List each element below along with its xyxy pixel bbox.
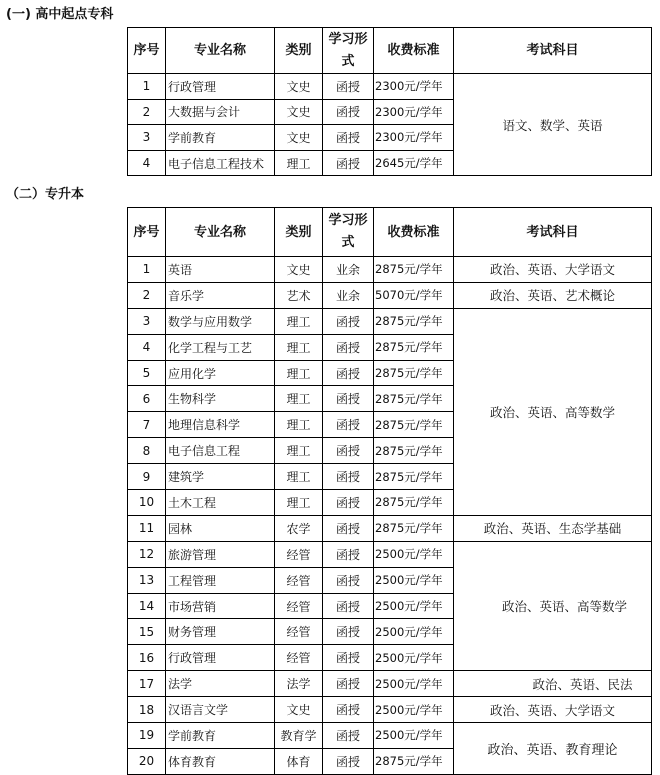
cell-no: 9: [128, 464, 166, 490]
cell-fee: 2875元/学年: [374, 334, 454, 360]
cell-category: 文史: [275, 125, 323, 151]
cell-major: 行政管理: [166, 74, 275, 100]
upgrade-majors-table: [127, 207, 652, 775]
header-exam: 考试科目: [454, 208, 652, 257]
cell-major: 学前教育: [166, 723, 275, 749]
cell-exam: 政治、英语、高等数学: [454, 308, 652, 515]
cell-no: 17: [128, 671, 166, 697]
cell-category: 经管: [275, 619, 323, 645]
cell-no: 18: [128, 697, 166, 723]
cell-major: 法学: [166, 671, 275, 697]
cell-fee: 2500元/学年: [374, 593, 454, 619]
cell-category: 艺术: [275, 282, 323, 308]
cell-category: 经管: [275, 567, 323, 593]
cell-exam: 政治、英语、教育理论: [454, 723, 652, 775]
cell-fee: 2500元/学年: [374, 723, 454, 749]
cell-fee: 2645元/学年: [374, 150, 454, 176]
cell-fee: 2300元/学年: [374, 99, 454, 125]
cell-study-form: 函授: [323, 541, 374, 567]
cell-major: 汉语言文学: [166, 697, 275, 723]
header-category: 类别: [275, 28, 323, 74]
cell-fee: 2875元/学年: [374, 308, 454, 334]
cell-exam: 政治、英语、生态学基础: [454, 515, 652, 541]
cell-study-form: 函授: [323, 386, 374, 412]
cell-category: 理工: [275, 150, 323, 176]
cell-exam: 政治、英语、艺术概论: [454, 282, 652, 308]
cell-no: 10: [128, 490, 166, 516]
cell-major: 英语: [166, 257, 275, 283]
cell-study-form: 函授: [323, 360, 374, 386]
cell-study-form: 函授: [323, 125, 374, 151]
cell-major: 音乐学: [166, 282, 275, 308]
table-row: [128, 697, 652, 723]
cell-study-form: 函授: [323, 150, 374, 176]
cell-fee: 2875元/学年: [374, 464, 454, 490]
cell-study-form: 函授: [323, 412, 374, 438]
cell-major: 地理信息科学: [166, 412, 275, 438]
cell-no: 15: [128, 619, 166, 645]
cell-category: 文史: [275, 99, 323, 125]
cell-study-form: 函授: [323, 567, 374, 593]
cell-major: 财务管理: [166, 619, 275, 645]
header-fee: 收费标准: [374, 28, 454, 74]
cell-study-form: 业余: [323, 282, 374, 308]
cell-no: 14: [128, 593, 166, 619]
cell-no: 19: [128, 723, 166, 749]
cell-fee: 2875元/学年: [374, 515, 454, 541]
cell-major: 市场营销: [166, 593, 275, 619]
cell-no: 4: [128, 150, 166, 176]
cell-fee: 2875元/学年: [374, 257, 454, 283]
cell-exam: 政治、英语、民法: [454, 671, 652, 697]
cell-study-form: 函授: [323, 748, 374, 774]
cell-major: 化学工程与工艺: [166, 334, 275, 360]
cell-major: 体育教育: [166, 748, 275, 774]
header-fee: 收费标准: [374, 208, 454, 257]
cell-category: 理工: [275, 412, 323, 438]
cell-no: 7: [128, 412, 166, 438]
cell-study-form: 函授: [323, 671, 374, 697]
cell-category: 文史: [275, 74, 323, 100]
cell-study-form: 函授: [323, 74, 374, 100]
cell-exam: 语文、数学、英语: [454, 74, 652, 176]
cell-fee: 2300元/学年: [374, 125, 454, 151]
cell-category: 文史: [275, 257, 323, 283]
header-exam: 考试科目: [454, 28, 652, 74]
cell-fee: 2500元/学年: [374, 697, 454, 723]
cell-study-form: 函授: [323, 334, 374, 360]
header-study-form: 学习形式: [323, 208, 374, 257]
cell-fee: 5070元/学年: [374, 282, 454, 308]
cell-study-form: 函授: [323, 697, 374, 723]
cell-category: 法学: [275, 671, 323, 697]
cell-fee: 2300元/学年: [374, 74, 454, 100]
cell-major: 土木工程: [166, 490, 275, 516]
cell-major: 建筑学: [166, 464, 275, 490]
cell-category: 理工: [275, 464, 323, 490]
cell-category: 理工: [275, 386, 323, 412]
cell-study-form: 函授: [323, 515, 374, 541]
cell-fee: 2500元/学年: [374, 619, 454, 645]
cell-fee: 2875元/学年: [374, 412, 454, 438]
cell-no: 11: [128, 515, 166, 541]
table-row: [128, 515, 652, 541]
cell-category: 理工: [275, 334, 323, 360]
cell-major: 应用化学: [166, 360, 275, 386]
cell-major: 生物科学: [166, 386, 275, 412]
cell-category: 体育: [275, 748, 323, 774]
cell-no: 20: [128, 748, 166, 774]
cell-exam: 政治、英语、高等数学: [454, 541, 652, 670]
cell-study-form: 函授: [323, 645, 374, 671]
header-no: 序号: [128, 28, 166, 74]
cell-fee: 2500元/学年: [374, 645, 454, 671]
header-category: 类别: [275, 208, 323, 257]
cell-category: 文史: [275, 697, 323, 723]
cell-major: 大数据与会计: [166, 99, 275, 125]
table-row: [128, 257, 652, 283]
cell-no: 3: [128, 308, 166, 334]
cell-major: 学前教育: [166, 125, 275, 151]
cell-no: 1: [128, 257, 166, 283]
cell-no: 8: [128, 438, 166, 464]
cell-category: 理工: [275, 490, 323, 516]
cell-category: 理工: [275, 438, 323, 464]
cell-no: 4: [128, 334, 166, 360]
college-majors-table: [127, 27, 652, 176]
cell-fee: 2875元/学年: [374, 360, 454, 386]
cell-major: 行政管理: [166, 645, 275, 671]
table-header-row: [128, 28, 652, 74]
cell-study-form: 函授: [323, 99, 374, 125]
cell-no: 2: [128, 282, 166, 308]
cell-major: 数学与应用数学: [166, 308, 275, 334]
cell-fee: 2500元/学年: [374, 541, 454, 567]
table-row: [128, 723, 652, 749]
cell-study-form: 函授: [323, 308, 374, 334]
cell-study-form: 函授: [323, 490, 374, 516]
cell-category: 经管: [275, 541, 323, 567]
cell-fee: 2500元/学年: [374, 567, 454, 593]
cell-no: 13: [128, 567, 166, 593]
table-row: [128, 74, 652, 100]
cell-study-form: 函授: [323, 619, 374, 645]
header-study-form: 学习形式: [323, 28, 374, 74]
cell-major: 旅游管理: [166, 541, 275, 567]
cell-study-form: 业余: [323, 257, 374, 283]
cell-study-form: 函授: [323, 438, 374, 464]
table-row: [128, 282, 652, 308]
header-major: 专业名称: [166, 28, 275, 74]
table-row: [128, 308, 652, 334]
cell-major: 电子信息工程技术: [166, 150, 275, 176]
header-major: 专业名称: [166, 208, 275, 257]
cell-fee: 2500元/学年: [374, 671, 454, 697]
cell-study-form: 函授: [323, 464, 374, 490]
section-title-college: (一) 高中起点专科: [6, 7, 114, 22]
cell-category: 理工: [275, 360, 323, 386]
cell-study-form: 函授: [323, 593, 374, 619]
cell-major: 电子信息工程: [166, 438, 275, 464]
cell-fee: 2875元/学年: [374, 748, 454, 774]
cell-no: 6: [128, 386, 166, 412]
cell-major: 工程管理: [166, 567, 275, 593]
cell-fee: 2875元/学年: [374, 438, 454, 464]
table-header-row: [128, 208, 652, 257]
cell-no: 12: [128, 541, 166, 567]
cell-fee: 2875元/学年: [374, 386, 454, 412]
cell-no: 1: [128, 74, 166, 100]
cell-category: 经管: [275, 645, 323, 671]
cell-exam: 政治、英语、大学语文: [454, 697, 652, 723]
cell-category: 教育学: [275, 723, 323, 749]
section-title-upgrade: （二）专升本: [6, 187, 85, 202]
cell-category: 经管: [275, 593, 323, 619]
table-row: [128, 671, 652, 697]
cell-no: 5: [128, 360, 166, 386]
cell-exam: 政治、英语、大学语文: [454, 257, 652, 283]
cell-category: 农学: [275, 515, 323, 541]
table-row: [128, 541, 652, 567]
header-no: 序号: [128, 208, 166, 257]
cell-fee: 2875元/学年: [374, 490, 454, 516]
cell-category: 理工: [275, 308, 323, 334]
cell-no: 16: [128, 645, 166, 671]
cell-no: 3: [128, 125, 166, 151]
cell-major: 园林: [166, 515, 275, 541]
cell-no: 2: [128, 99, 166, 125]
cell-study-form: 函授: [323, 723, 374, 749]
